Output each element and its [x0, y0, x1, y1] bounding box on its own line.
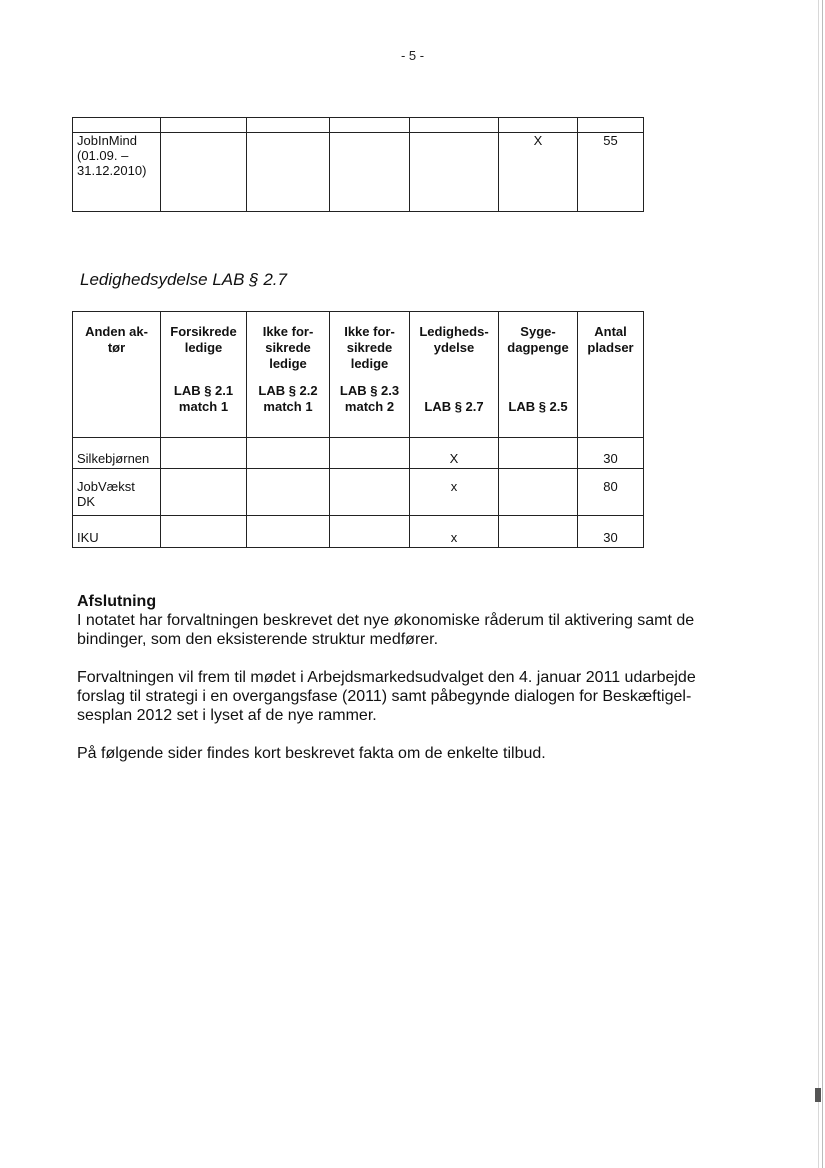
- table-cell: [499, 469, 578, 516]
- table-cell: [578, 118, 644, 133]
- table-row: [73, 133, 644, 212]
- table-cell: [247, 118, 330, 133]
- ledighedsydelse-table: [72, 311, 644, 548]
- header-code: LAB § 2.3 match 2: [339, 383, 400, 414]
- header-anden-aktor: [73, 312, 161, 438]
- scan-edge-mark: [815, 1088, 821, 1102]
- header-ikke-forsikrede-2: [330, 312, 410, 438]
- table-cell: [247, 133, 330, 212]
- header-ledighedsydelse: [410, 312, 499, 438]
- header-code: LAB § 2.5: [508, 399, 568, 414]
- providers-table-continued: [72, 117, 644, 212]
- table-row: [73, 516, 644, 548]
- table-cell: [330, 469, 410, 516]
- table-cell: 30: [578, 438, 644, 469]
- table-cell: [499, 438, 578, 469]
- header-code: LAB § 2.2 match 1: [258, 383, 318, 414]
- table-row: [73, 438, 644, 469]
- header-code: LAB § 2.1 match 1: [173, 383, 234, 414]
- table-cell: X: [410, 438, 499, 469]
- table-cell: [330, 438, 410, 469]
- header-label: Anden ak- tør: [85, 324, 148, 355]
- table-cell: 30: [578, 516, 644, 548]
- table-cell: [161, 469, 247, 516]
- table-header-row: [73, 312, 644, 438]
- provider-name-cell: IKU: [73, 516, 161, 548]
- conclusion-paragraph: Forvaltningen vil frem til mødet i Arbejdsmarkedsudvalget den 4. januar 2011 udarbejde forslag til strategi i en overgangsfase (2011) samt påbegynde dialogen for Beskæftigel-sesplan 2012 set i lyset af de nye rammer.: [77, 669, 696, 724]
- section-title: Ledighedsydelse LAB § 2.7: [80, 270, 287, 289]
- table-cell: X: [499, 133, 578, 212]
- header-label: Forsikrede ledige: [170, 324, 237, 355]
- header-ikke-forsikrede-1: [247, 312, 330, 438]
- table-cell: [161, 438, 247, 469]
- header-label: Ikke for- sikrede ledige: [262, 324, 314, 371]
- header-label: Antal pladser: [587, 324, 634, 355]
- table-cell: [330, 118, 410, 133]
- header-label: Ledigheds- ydelse: [419, 324, 489, 355]
- page-edge-line-outer: [822, 0, 823, 1168]
- table-cell: 55: [578, 133, 644, 212]
- table-row: [73, 118, 644, 133]
- conclusion-heading: Afslutning: [77, 593, 157, 610]
- table-cell: 80: [578, 469, 644, 516]
- table-cell: [499, 516, 578, 548]
- table-cell: [161, 118, 247, 133]
- header-label: Syge- dagpenge: [507, 324, 569, 355]
- provider-name-cell: JobVækst DK: [73, 469, 161, 516]
- table-cell: [410, 133, 499, 212]
- table-cell: [161, 133, 247, 212]
- header-antal-pladser: [578, 312, 644, 438]
- table-cell: x: [410, 469, 499, 516]
- table-cell: [247, 516, 330, 548]
- table-cell: [330, 516, 410, 548]
- table-row: [73, 469, 644, 516]
- conclusion-paragraph: På følgende sider findes kort beskrevet fakta om de enkelte tilbud.: [77, 745, 546, 762]
- header-sygedagpenge: [499, 312, 578, 438]
- header-label: Ikke for- sikrede ledige: [344, 324, 395, 371]
- table-cell: [247, 438, 330, 469]
- provider-name-cell: Silkebjørnen: [73, 438, 161, 469]
- table-cell: [247, 469, 330, 516]
- conclusion-section: [77, 592, 737, 782]
- page-number: - 5 -: [400, 48, 425, 63]
- table-cell: x: [410, 516, 499, 548]
- table-cell: [499, 118, 578, 133]
- conclusion-paragraph: I notatet har forvaltningen beskrevet det nye økonomiske råderum til aktivering samt de bindinger, som den eksisterende struktur medfører.: [77, 612, 695, 648]
- page-edge-line: [818, 0, 819, 1168]
- header-code: LAB § 2.7: [424, 399, 484, 414]
- provider-name-cell: JobInMind (01.09. – 31.12.2010): [73, 133, 161, 212]
- table-cell: [73, 118, 161, 133]
- header-forsikrede-ledige: [161, 312, 247, 438]
- table-cell: [410, 118, 499, 133]
- table-cell: [330, 133, 410, 212]
- table-cell: [161, 516, 247, 548]
